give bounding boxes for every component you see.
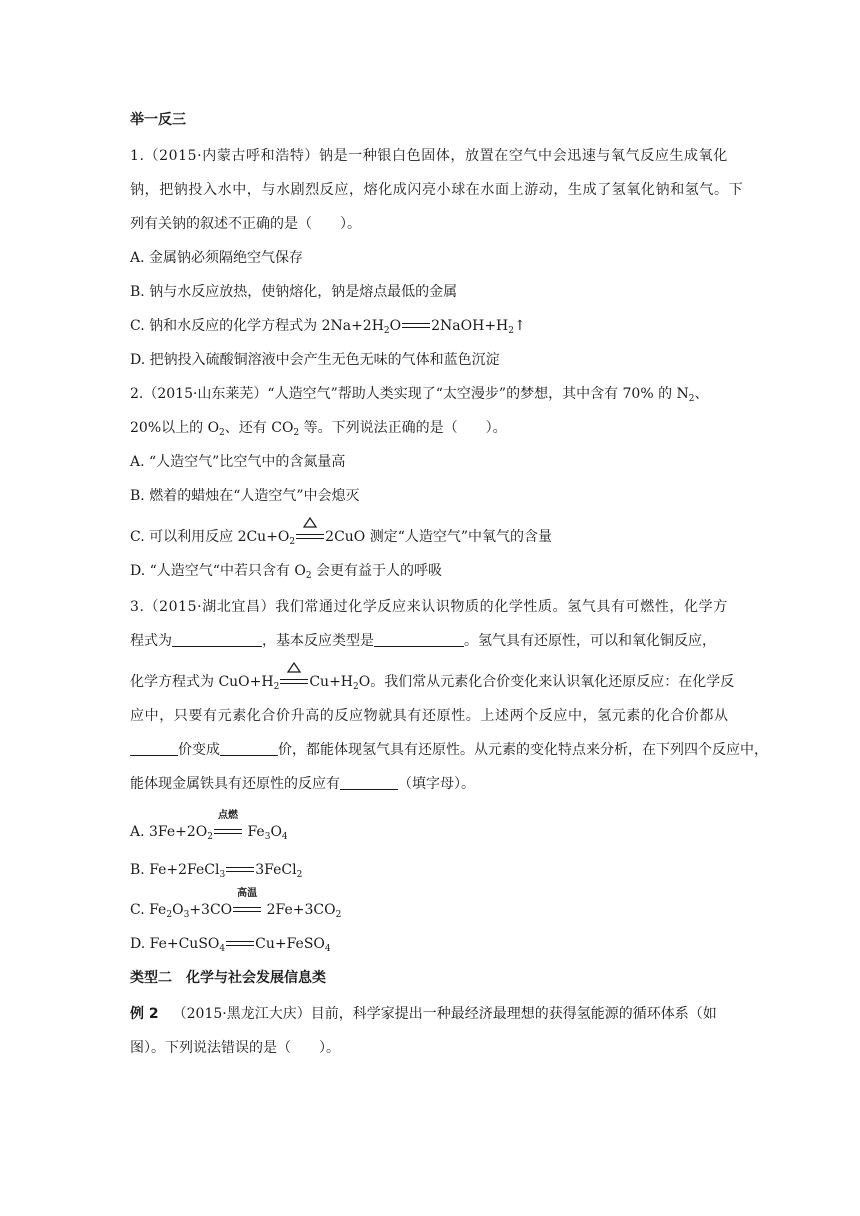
example2-line-2: 图）。下列说法错误的是（ ）。 [130,1040,340,1056]
q3-stem-line-4: 应中，只要有元素化合价升高的反应物就具有还原性。上述两个反应中，氢元素的化合价都从 [130,708,729,724]
heat-equals-sign [296,530,324,544]
gas-arrow-icon: ↑ [514,318,526,334]
reaction-condition: 高温 [237,888,258,899]
condition-equals-sign [233,888,261,917]
answer-blank[interactable] [130,741,178,756]
example2-line-1: 例 2 （2015·黑龙江大庆）目前，科学家提出一种最经济最理想的获得氢能源的循环体系（如 [130,1006,717,1022]
type2-title: 类型二 化学与社会发展信息类 [130,970,326,986]
q2-stem-line-1: 2.（2015·山东莱芜）“人造空气”帮助人类实现了“太空漫步”的梦想，其中含有 70% 的 $N_2$、 [130,386,709,404]
q3-option-c: C. $Fe_2O_3+3CO$ 高温 $2Fe+3CO_2$ [130,888,342,920]
q1-option-c: C. 钠和水反应的化学方程式为 $2Na+2H_2O$ $2NaOH+H_2↑$ [130,318,526,336]
equals-sign [226,937,254,951]
q2-option-b: B. 燃着的蜡烛在“人造空气”中会熄灭 [130,488,360,504]
q2-option-d: D. “人造空气“中若只含有 $O_2$ 会更有益于人的呼吸 [130,563,443,581]
q3-stem-line-6: 能体现金属铁具有还原性的反应有 （填字母）。 [130,776,475,792]
section-title: 举一反三 [130,112,186,128]
q2-option-c: C. 可以利用反应 $2Cu+O_2$ 2CuO 测定“人造空气”中氧气的含量 [130,527,552,547]
answer-blank[interactable] [340,775,398,790]
q1-option-b: B. 钠与水反应放热，使钠熔化，钠是熔点最低的金属 [130,284,458,300]
q1-option-a: A. 金属钠必须隔绝空气保存 [130,250,304,266]
q3-option-a: A. $3Fe+2O_2$ 点燃 $Fe_3O_4$ [130,810,288,842]
heat-equals-sign [280,675,308,689]
answer-blank[interactable] [220,741,278,756]
q1-stem-line-3: 列有关钠的叙述不正确的是（ ）。 [130,216,361,232]
equals-sign [226,863,254,877]
equals-sign [402,319,430,333]
answer-blank[interactable] [172,632,262,647]
q3-option-d: D. Fe+CuSO$_4$ Cu+FeSO$_4$ [130,936,331,954]
q3-stem-line-2: 程式为 ，基本反应类型是 。氢气具有还原性，可以和氧化铜反应， [130,633,716,649]
q2-option-a: A. “人造空气”比空气中的含氮量高 [130,454,346,470]
q3-stem-line-5: 价变成 价，都能体现氢气具有还原性。从元素的变化特点来分析，在下列四个反应中， [130,740,768,760]
reaction-condition: 点燃 [218,810,239,821]
q3-stem-line-3: 化学方程式为 $CuO+H_2$ $Cu+H_2O$。我们常从元素化合价变化来认识氧化还原反应：在化学反 [130,672,734,692]
heating-triangle-icon [287,662,301,673]
answer-blank[interactable] [374,632,464,647]
q3-stem-line-1: 3.（2015·湖北宜昌）我们常通过化学反应来认识物质的化学性质。氢气具有可燃性，化学方 [130,599,728,615]
heating-triangle-icon [303,517,317,528]
example-label: 例 2 [130,1006,159,1022]
q1-stem-line-2: 钠，把钠投入水中，与水剧烈反应，熔化成闪亮小球在水面上游动，生成了氢氧化钠和氢气。下 [130,182,744,198]
condition-equals-sign [214,810,242,839]
q2-stem-line-2: 20%以上的 $O_2$、还有 $CO_2$ 等。下列说法正确的是（ ）。 [130,420,507,438]
q1-option-d: D. 把钠投入硫酸铜溶液中会产生无色无味的气体和蓝色沉淀 [130,352,500,368]
q1-stem-line-1: 1.（2015·内蒙古呼和浩特）钠是一种银白色固体，放置在空气中会迅速与氧气反应生成氧化 [130,148,728,164]
q3-option-b: B. Fe+2FeCl$_3$ 3FeCl$_2$ [130,862,303,880]
